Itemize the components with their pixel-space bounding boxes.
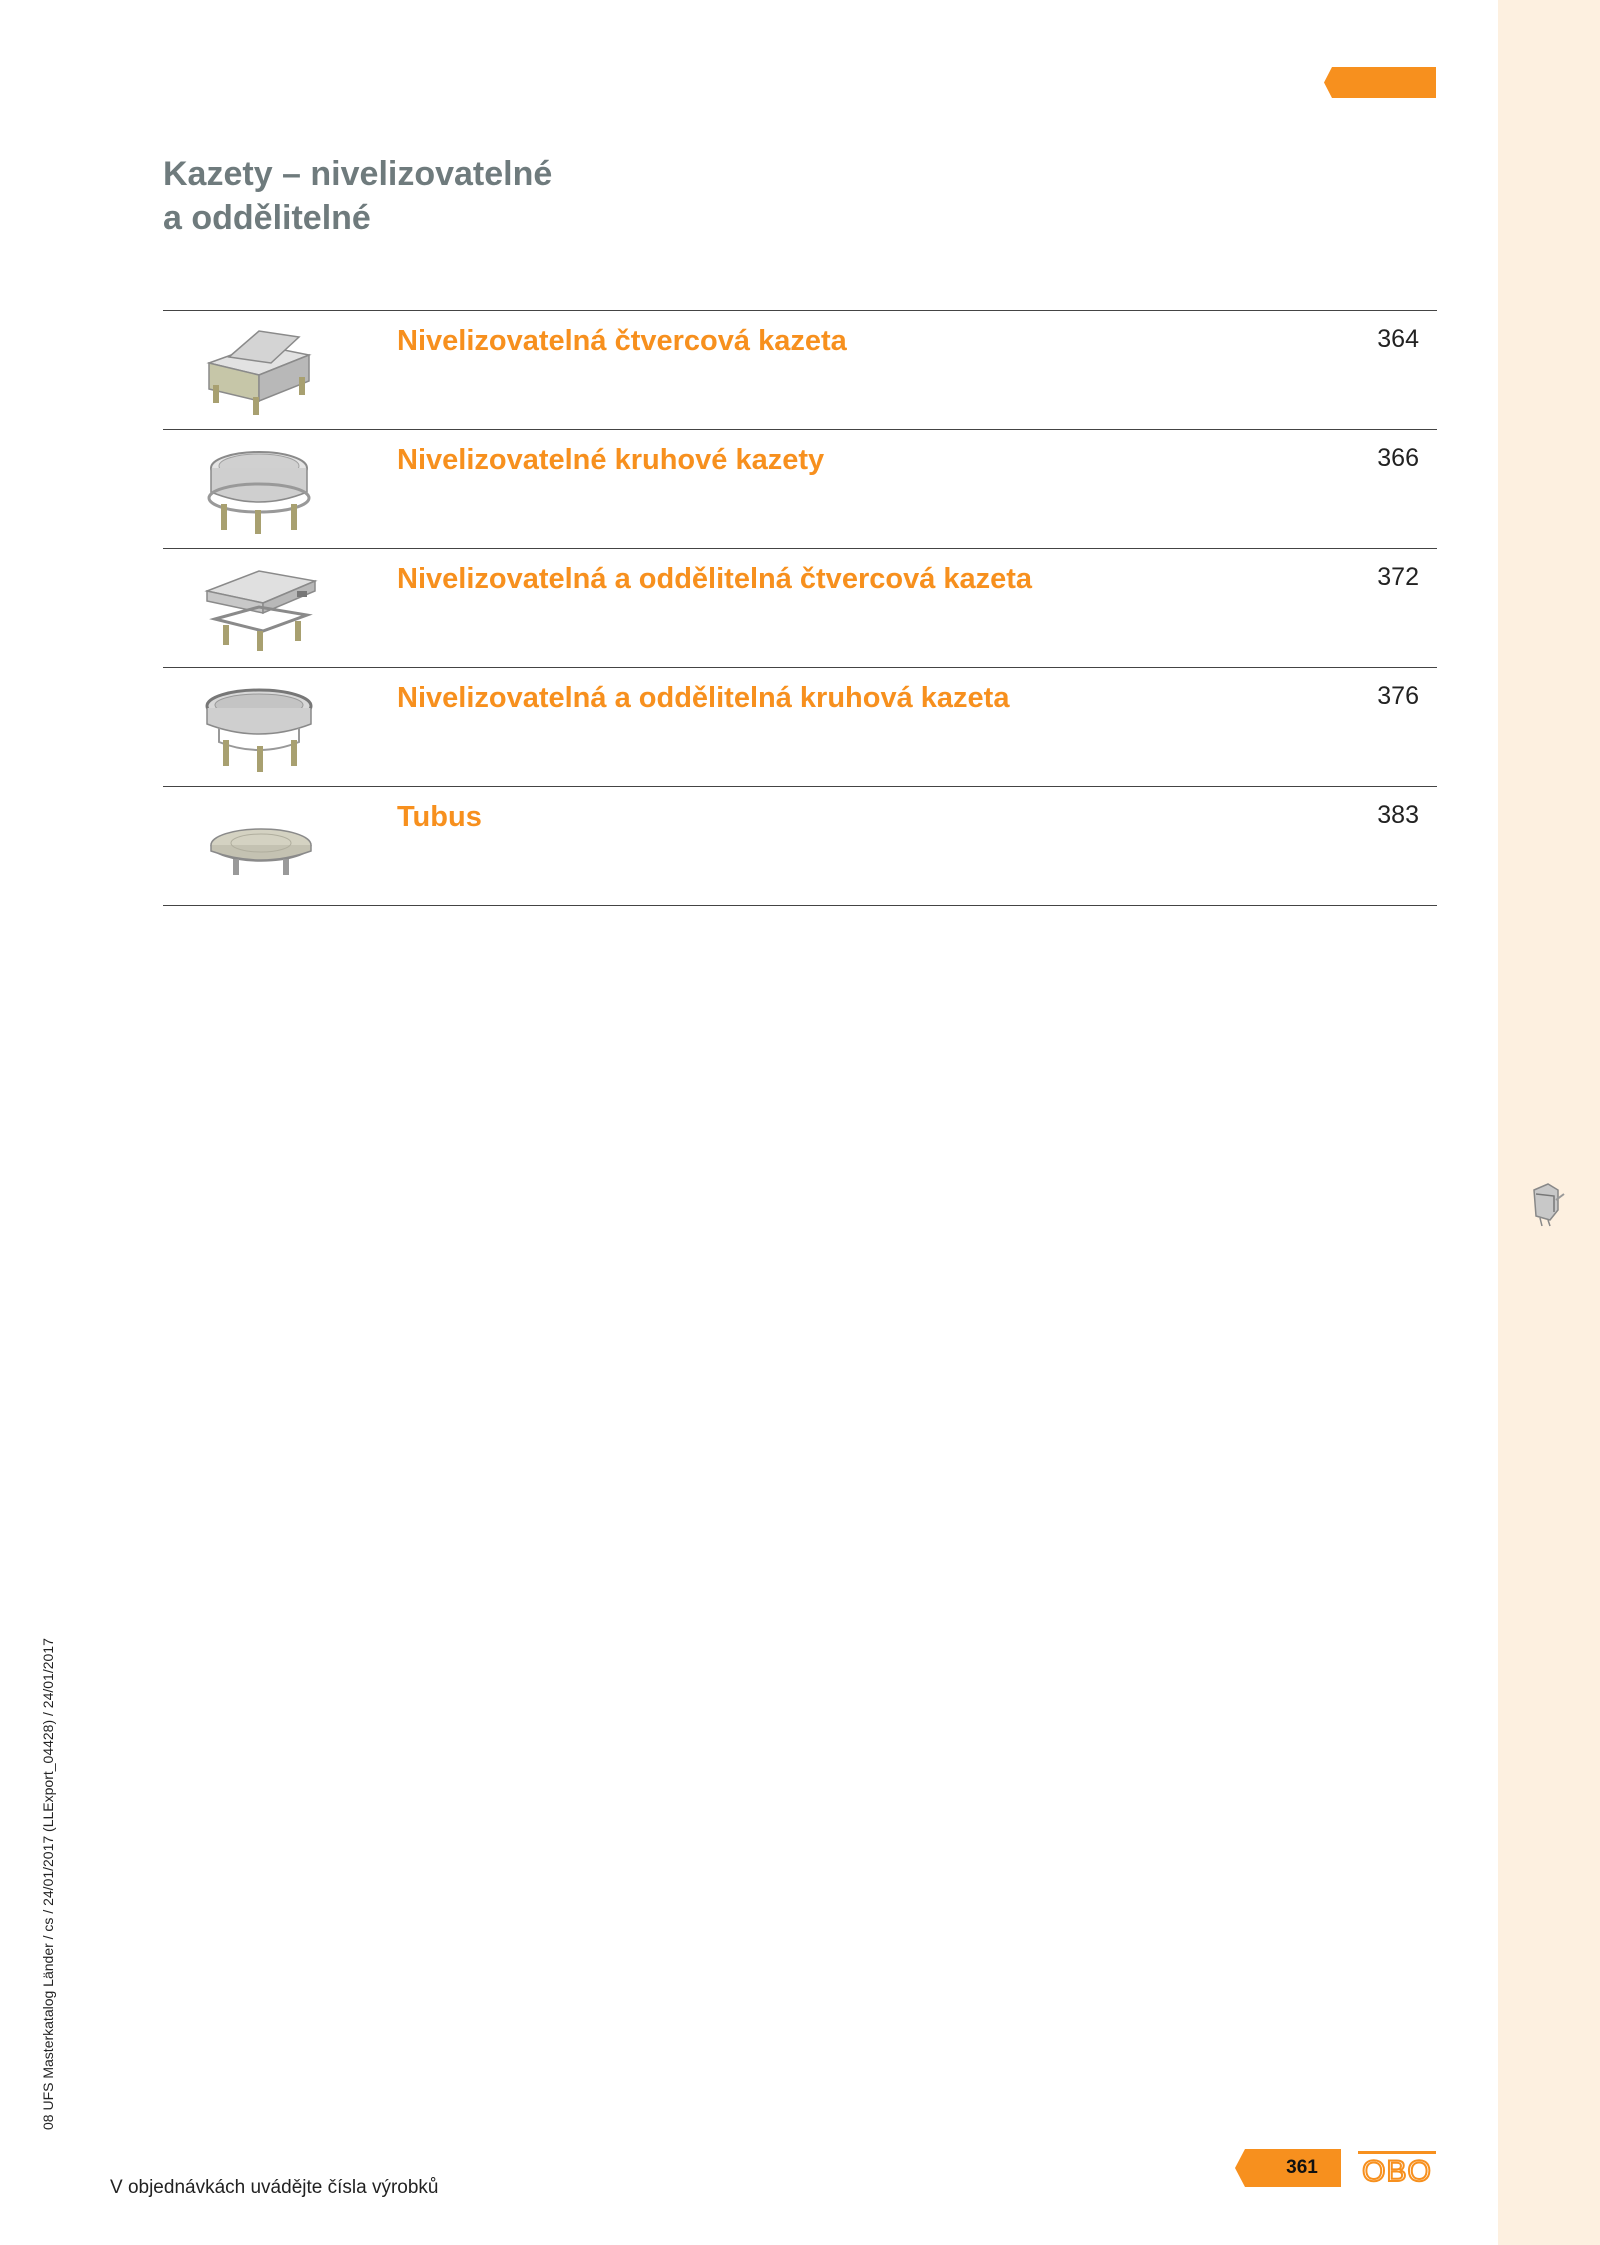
square-cassette-icon: [199, 561, 321, 657]
page-title-line2: a oddělitelné: [163, 199, 371, 237]
toc-label: Nivelizovatelná a oddělitelná čtvercová kazeta: [397, 563, 1033, 595]
toc-label: Nivelizovatelné kruhové kazety: [397, 444, 825, 476]
toc-row[interactable]: [163, 668, 1437, 787]
footer-text: V objednávkách uvádějte čísla výrobků: [110, 2177, 439, 2198]
round-cassette-separable-icon: [199, 680, 321, 776]
toc-page-number: 366: [1377, 444, 1419, 472]
toc-row[interactable]: [163, 549, 1437, 668]
logo-text: OBO: [1362, 2155, 1432, 2185]
toc-page-number: 383: [1377, 801, 1419, 829]
toc-row[interactable]: [163, 311, 1437, 430]
toc-page-number: 372: [1377, 563, 1419, 591]
tubus-icon: [199, 799, 321, 895]
toc-label: Nivelizovatelná čtvercová kazeta: [397, 325, 847, 357]
page-number: 361: [1286, 2157, 1318, 2178]
toc-row[interactable]: [163, 787, 1437, 906]
table-of-contents: [163, 310, 1437, 906]
margin-note: 08 UFS Masterkatalog Länder / cs / 24/01/2017 (LLExport_04428) / 24/01/2017: [40, 1638, 56, 2130]
floor-box-icon: [1528, 1180, 1568, 1228]
toc-row[interactable]: [163, 430, 1437, 549]
toc-page-number: 376: [1377, 682, 1419, 710]
toc-label: Tubus: [397, 801, 482, 833]
page-title-line1: Kazety – nivelizovatelné: [163, 155, 553, 193]
round-cassette-icon: [199, 442, 321, 538]
toc-label: Nivelizovatelná a oddělitelná kruhová kazeta: [397, 682, 1010, 714]
toc-page-number: 364: [1377, 325, 1419, 353]
chapter-tab: [1324, 67, 1436, 98]
page-title: [163, 152, 1063, 240]
obo-logo: [1358, 2151, 1436, 2185]
square-cassette-open-icon: [199, 323, 321, 419]
side-band: [1498, 0, 1600, 2245]
